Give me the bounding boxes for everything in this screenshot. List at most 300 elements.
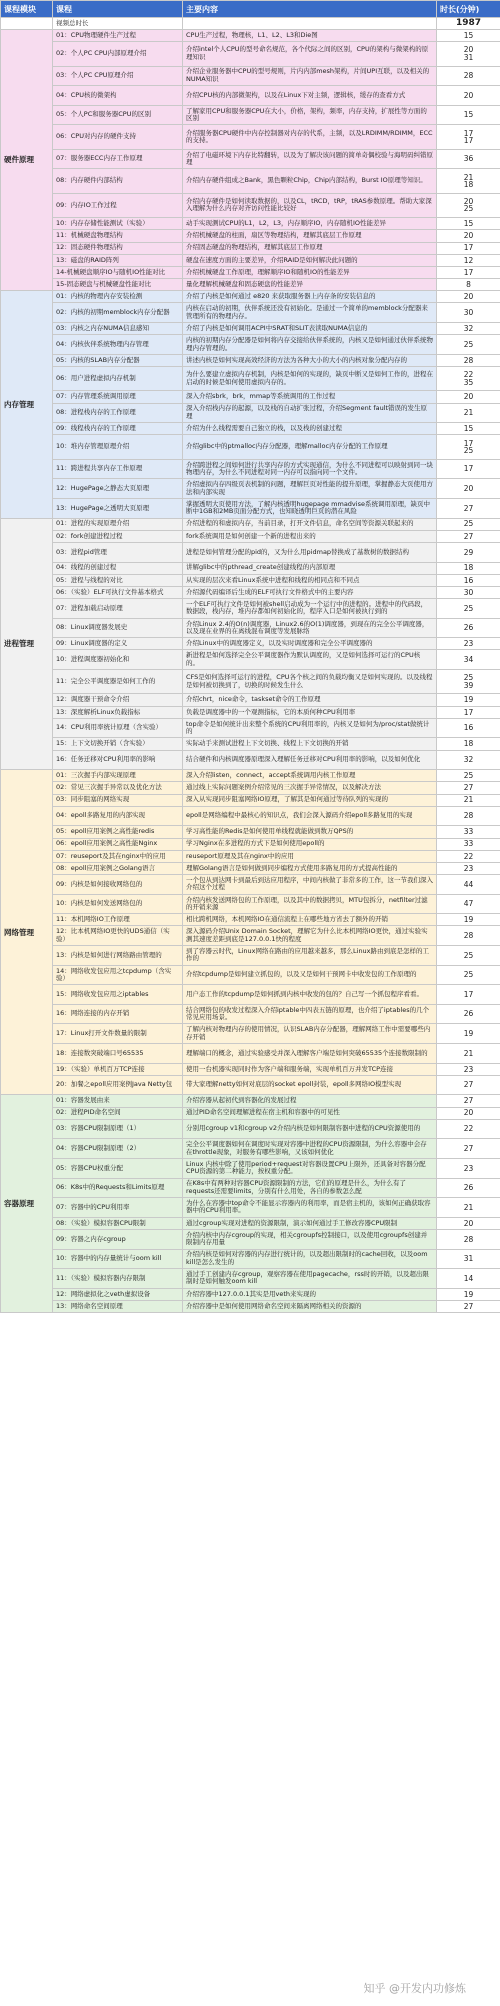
course-content: CPU生产过程，物理核，L1、L2、L3和Die图 [183, 30, 437, 42]
course-name: 06：epoll应用案例之高性能Nginx [53, 838, 183, 850]
course-row [1, 391, 500, 403]
course-content: 介绍tcpdump是如何建立抓包的，以及又是如何干预网卡中收发包的工作原理的 [183, 965, 437, 985]
course-duration: 26 [437, 1004, 500, 1024]
course-row [1, 1229, 500, 1249]
course-name: 07：进程加载启动原理 [53, 599, 183, 619]
course-duration: 17 [437, 242, 500, 254]
course-duration: 15 [437, 30, 500, 42]
module-name: 容器原理 [1, 1095, 53, 1313]
course-content: 为什么要建立虚拟内存机制，内核是如何的实现的，缺页中断又是如何工作的，进程在启动的时候是如何使用虚拟内存的。 [183, 367, 437, 391]
course-duration: 17 [437, 266, 500, 278]
course-duration: 15 [437, 218, 500, 230]
course-row [1, 875, 500, 895]
course-row [1, 542, 500, 562]
course-duration: 32 [437, 750, 500, 770]
course-duration: 25 [437, 770, 500, 782]
course-content: CFS是如何选择可运行的进程，CPU各个核之间的负载均衡又是如何实现的。以及线程是如何被切换到了，切换的时候发生什么 [183, 670, 437, 694]
course-content: 通过手工创建内存cgroup，观察容器在使用pagecache，rss时的开销，以及超出限制时是如何触发oom kill [183, 1269, 437, 1289]
module-name: 网络管理 [1, 770, 53, 1095]
course-row [1, 782, 500, 794]
course-name: 09：容器之内存cgroup [53, 1229, 183, 1249]
course-content: reuseport原理及其在nginx中的应用 [183, 850, 437, 862]
course-name: 03：内核之内存NUMA信息感知 [53, 323, 183, 335]
course-content: 介绍机械硬盘工作原理，理解顺序IO和随机IO的性能差异 [183, 266, 437, 278]
course-row [1, 1300, 500, 1312]
course-name: 11：机械硬盘物理结构 [53, 230, 183, 242]
course-name: 08：Linux调度器发展史 [53, 618, 183, 638]
course-content: 进程是如何管理分配的pid的，又为什么用pidmap替换成了基数树的数据结构 [183, 542, 437, 562]
course-row [1, 254, 500, 266]
course-row [1, 403, 500, 423]
course-duration: 8 [437, 279, 500, 291]
course-row [1, 367, 500, 391]
course-duration-extra: 17 [463, 136, 474, 146]
course-duration: 20 [437, 1107, 500, 1119]
course-content: 介绍Linux 2.4的O(n)调度器，Linux2.6的O(1)调度器，到现在的完全公平调度器，以及现在业界的在离线混布调度等发展脉络 [183, 618, 437, 638]
course-row [1, 926, 500, 946]
course-name: 09：内存IO工作过程 [53, 193, 183, 217]
course-duration: 28 [437, 66, 500, 86]
course-name: 01：内核的物理内存安装检测 [53, 291, 183, 303]
course-row [1, 946, 500, 966]
course-content: 介绍进程的和虚拟内存，当前目录，打开文件信息，命名空间等资源关联起来的 [183, 518, 437, 530]
course-duration: 21 18 [437, 169, 500, 193]
course-duration: 17 25 [437, 435, 500, 459]
course-duration: 20 [437, 230, 500, 242]
course-name: 06：K8s中的Requests和Limits原理 [53, 1178, 183, 1198]
course-duration: 27 [437, 1139, 500, 1159]
course-name: 05：内核的SLAB内存分配器 [53, 354, 183, 366]
course-duration: 20 [437, 391, 500, 403]
course-name: 04：epoll多路复用的内部实现 [53, 806, 183, 826]
course-duration: 29 [437, 542, 500, 562]
course-content: 介绍chrt，nice命令，taskset命令的工作原理 [183, 694, 437, 706]
course-duration: 20 [437, 291, 500, 303]
course-content: top命令是如何统计出来整个系统的CPU利用率的，内核又是如何为/proc/stat做统计的 [183, 718, 437, 738]
total-label: 视频总时长 [53, 18, 183, 30]
course-name: 07：服务器ECC内存工作原理 [53, 149, 183, 169]
course-content: 在K8s中有两种对容器CPU资源限制的方法，它们的原理是什么，为什么有了requests还需要limits，分别有什么用处，各自的参数怎么配 [183, 1178, 437, 1198]
course-name: 09：线程栈内存的工作原理 [53, 423, 183, 435]
course-content: 一个包从到达网卡到最后到达应用程序，中间内核做了非常多的工作，这一节我们深入介绍这个过程 [183, 875, 437, 895]
course-duration: 16 [437, 574, 500, 586]
course-duration: 17 [437, 459, 500, 479]
course-row [1, 1075, 500, 1095]
table-body [1, 18, 500, 1313]
course-name: 07：reuseport及其在nginx中的应用 [53, 850, 183, 862]
course-name: 13：磁盘的RAID阵列 [53, 254, 183, 266]
course-content: 使用一台机器实现同时作为客户端和服务端，实现单机百万并发TCP连接 [183, 1063, 437, 1075]
module-name: 进程管理 [1, 518, 53, 770]
course-name: 12：网络虚拟化之veth虚拟设备 [53, 1288, 183, 1300]
course-name: 13：HugePage之透明大页原理 [53, 498, 183, 518]
course-content: 介绍为什么线程需要自己独立的栈，以及栈的创建过程 [183, 423, 437, 435]
course-content: 学习Nginx在多进程的方式下是如何使用epoll的 [183, 838, 437, 850]
course-name: 11：完全公平调度器是如何工作的 [53, 670, 183, 694]
course-name: 03：同步阻塞的网络实现 [53, 794, 183, 806]
course-row [1, 86, 500, 106]
course-name: 02：个人PC CPU内部原理介绍 [53, 42, 183, 66]
course-content: 理解端口的概念，通过实验感受并深入理解客户端是如何突破65535个连接数限制的 [183, 1044, 437, 1064]
course-content: 一个ELF可执行文件是如何被shell启动成为一个运行中的进程的。进程中的代码段，数据段，栈内存，堆内存都如何初始化的，程序入口是如何被执行到的 [183, 599, 437, 619]
course-name: 12：调度器干预命令介绍 [53, 694, 183, 706]
course-content: 用户态工作的tcpdump是如何抓到内核中收发的包的？自己写一个抓包程序看看。 [183, 985, 437, 1005]
course-content: 介绍容器中127.0.0.1其实是用veth来实现的 [183, 1288, 437, 1300]
course-row [1, 105, 500, 125]
course-row [1, 149, 500, 169]
course-row [1, 586, 500, 598]
course-name: 13：内核是如何进行网络路由管理的 [53, 946, 183, 966]
course-name: 12：HugePage之静态大页原理 [53, 479, 183, 499]
course-name: 04：线程的创建过程 [53, 562, 183, 574]
course-name: 15：上下文切换开销（含实验） [53, 738, 183, 750]
course-row [1, 1249, 500, 1269]
course-row [1, 1024, 500, 1044]
course-row [1, 1178, 500, 1198]
course-row [1, 806, 500, 826]
course-row [1, 42, 500, 66]
course-content: epoll是网络编程中最核心的知识点，我们会深入源码介绍epoll多路复用的实现 [183, 806, 437, 826]
course-name: 06：（实验）ELF可执行文件基本格式 [53, 586, 183, 598]
course-content: 深入源码介绍Unix Domain Socket，理解它为什么比本机网络IO更快，通过实验实测其速度差距到底是127.0.0.1快的程度 [183, 926, 437, 946]
course-duration: 12 [437, 254, 500, 266]
course-duration: 28 [437, 806, 500, 826]
course-content: 介绍机械硬盘的柱面，扇区等物理结构，理解其底层工作原理 [183, 230, 437, 242]
course-content: 动手实现测试CPU的L1，L2，L3，内存顺序IO，内存随机IO性能差异 [183, 218, 437, 230]
course-content: 了解家用CPU和服务器CPU在大小，价格，架构，频率，内存支持，扩展性等方面的区别 [183, 105, 437, 125]
course-content: 内核在启动的初期，伙伴系统还没有初始化。是通过一个简单的memblock分配器来管理所有的物理内存。 [183, 303, 437, 323]
course-duration: 19 [437, 1024, 500, 1044]
course-name: 04：内核伙伴系统物理内存管理 [53, 335, 183, 355]
course-content: 介绍intel个人CPU的型号命名规范，各个代际之间的区别，CPU的架构与微架构的原理知识 [183, 42, 437, 66]
course-row [1, 850, 500, 862]
course-content: 介绍固态硬盘的物理结构，理解其底层工作原理 [183, 242, 437, 254]
module-name: 内存管理 [1, 291, 53, 518]
course-duration-extra: 35 [463, 377, 474, 387]
col-header-module: 课程模块 [1, 1, 53, 18]
course-duration: 27 [437, 782, 500, 794]
course-row [1, 230, 500, 242]
course-content: 结合硬件和内核调度器原理深入理解任务迁移对CPU利用率的影响，以及如何优化 [183, 750, 437, 770]
course-name: 12：比本机网络IO更快的UDS通信（实验） [53, 926, 183, 946]
course-row [1, 66, 500, 86]
total-content-cell [183, 18, 437, 30]
course-content: 带大家理解netty如何对底层的socket epoll封装，epoll多网络IO模型实现 [183, 1075, 437, 1095]
course-name: 05：进程与线程的对比 [53, 574, 183, 586]
col-header-duration: 时长(分钟) [437, 1, 500, 18]
course-name: 17：Linux打开文件数量的限制 [53, 1024, 183, 1044]
module-name: 硬件原理 [1, 30, 53, 291]
course-row [1, 279, 500, 291]
course-name: 14：CPU利用率统计原理（含实验） [53, 718, 183, 738]
course-content: 学习高性能的Redis是如何使用单线程就能做到数万QPS的 [183, 826, 437, 838]
course-duration: 14 [437, 1269, 500, 1289]
course-row [1, 169, 500, 193]
course-duration: 27 [437, 498, 500, 518]
course-content: 介绍Linux中的调度器定义，以及实时调度器和完全公平调度器的 [183, 638, 437, 650]
course-content: fork系统调用是如何创建一个新的进程出来的 [183, 530, 437, 542]
course-duration: 22 [437, 850, 500, 862]
course-name: 01：容器发展由来 [53, 1095, 183, 1107]
course-name: 06：CPU对内存的硬件支持 [53, 125, 183, 149]
course-row [1, 303, 500, 323]
course-name: 08：epoll应用案例之Golang语言 [53, 862, 183, 874]
course-row [1, 650, 500, 670]
course-content: 介绍glibc中的ptmalloc内存分配器，理解malloc内存分配的工作原理 [183, 435, 437, 459]
course-duration: 28 [437, 1229, 500, 1249]
course-duration: 25 [437, 518, 500, 530]
course-duration: 20 [437, 479, 500, 499]
course-content: 介绍容器中是如何使用网络命名空间来隔离网络相关的资源的 [183, 1300, 437, 1312]
course-name: 05：个人PC和服务器CPU的区别 [53, 105, 183, 125]
course-duration: 18 [437, 562, 500, 574]
course-duration: 20 25 [437, 193, 500, 217]
course-row [1, 423, 500, 435]
course-duration: 32 [437, 323, 500, 335]
course-row [1, 718, 500, 738]
course-row [1, 826, 500, 838]
course-row [1, 125, 500, 149]
course-name: 01：CPU物理硬件生产过程 [53, 30, 183, 42]
course-row [1, 914, 500, 926]
course-duration: 28 [437, 926, 500, 946]
course-content: 介绍CPU核的内部微架构，以及在Linux下对主频，逻辑核，缓存的查看方式 [183, 86, 437, 106]
course-content: Linux 内核中除了使用period+request对容器设置CPU上限外，还具备对容器分配CPU资源的第二种能力，按权重分配。 [183, 1158, 437, 1178]
course-content: 深入介绍sbrk，brk，mmap等系统调用的工作过程 [183, 391, 437, 403]
course-row [1, 694, 500, 706]
course-duration: 17 17 [437, 125, 500, 149]
course-name: 09：Linux调度器的定义 [53, 638, 183, 650]
course-content: 硬盘在速度方面的主要差异，介绍RAID是如何解决此问题的 [183, 254, 437, 266]
course-duration: 18 [437, 738, 500, 750]
course-duration: 28 [437, 354, 500, 366]
course-name: 11：跨进程共享内存工作原理 [53, 459, 183, 479]
course-content: 量化理解机械硬盘和固态硬盘的性能差异 [183, 279, 437, 291]
course-content: 负载是调度器中的一个观测指标，它的本质何种CPU利用率 [183, 706, 437, 718]
course-content: 介绍内核发送网络包的工作原理，以及其中的数据拷贝，MTU包拆分，netfilter过滤的开销来源 [183, 894, 437, 914]
course-name: 04：容器CPU限制原理（2） [53, 1139, 183, 1159]
course-duration: 25 [437, 599, 500, 619]
course-name: 09：内核是如何接收网络包的 [53, 875, 183, 895]
course-content: 介绍了内核是如何通过 e820 来获取服务器上内存条的安装信息的 [183, 291, 437, 303]
course-row [1, 750, 500, 770]
course-row [1, 738, 500, 750]
course-name: 05：epoll应用案例之高性能redis [53, 826, 183, 838]
course-content: 讲解glibc中的pthread_create创建线程的内部原理 [183, 562, 437, 574]
course-content: 介绍容器从起初代到容器化的发展过程 [183, 1095, 437, 1107]
course-row [1, 291, 500, 303]
course-content: 介绍内存硬件是如何读取数据的，以及CL，tRCD，tRP，tRAS参数原理。帮助大家深入理解为什么内存对齐访问性能比较好 [183, 193, 437, 217]
course-name: 18：连接数突破端口号65535 [53, 1044, 183, 1064]
course-row [1, 894, 500, 914]
course-duration: 33 [437, 826, 500, 838]
course-name: 10：容器中的内存量统计与oom kill [53, 1249, 183, 1269]
course-name: 11：本机网络IO工作原理 [53, 914, 183, 926]
total-module-cell [1, 18, 53, 30]
course-duration: 16 [437, 718, 500, 738]
course-duration: 21 [437, 794, 500, 806]
col-header-course: 课程 [53, 1, 183, 18]
course-content: 实际动手来测试进程上下文切换、线程上下文切换的开销 [183, 738, 437, 750]
course-name: 02：进程PID命名空间 [53, 1107, 183, 1119]
course-content: 深入从实现同步阻塞网络IO原理，了解其是如何通过等待队列的实现的 [183, 794, 437, 806]
course-name: 03：个人PC CPU原理介绍 [53, 66, 183, 86]
course-duration: 25 [437, 946, 500, 966]
course-duration-extra: 25 [463, 204, 474, 214]
table-header-row [1, 1, 500, 18]
course-duration: 33 [437, 838, 500, 850]
course-duration: 26 [437, 618, 500, 638]
course-duration: 19 [437, 914, 500, 926]
course-row [1, 30, 500, 42]
course-row [1, 574, 500, 586]
course-content: 通过cgroup实现对进程的资源限制，演示如何通过手工修改容器CPU限制 [183, 1217, 437, 1229]
course-row [1, 1004, 500, 1024]
course-row [1, 1139, 500, 1159]
course-duration: 47 [437, 894, 500, 914]
course-row [1, 1063, 500, 1075]
course-row [1, 985, 500, 1005]
course-row [1, 1217, 500, 1229]
course-content: 相比跨机网络，本机网络IO在通信流程上在哪些地方省去了额外的开销 [183, 914, 437, 926]
course-name: 08：进程栈内存的工作原理 [53, 403, 183, 423]
course-content: 为什么在容器中top命令不能显示容器内的利用率，而是宿主机的，该如何正确获取容器中的CPU利用率。 [183, 1198, 437, 1218]
course-name: 10：内核是如何发送网络包的 [53, 894, 183, 914]
course-duration: 31 [437, 1249, 500, 1269]
course-duration: 30 [437, 586, 500, 598]
course-duration-extra: 39 [463, 680, 474, 690]
course-content: 新进程是如何选择完全公平调度器作为默认调度的，又是如何选择可运行的CPU核的。 [183, 650, 437, 670]
course-row [1, 1288, 500, 1300]
course-name: 15：网络收发包应用之iptables [53, 985, 183, 1005]
course-row [1, 323, 500, 335]
course-name: 10：进程调度器初始化和 [53, 650, 183, 670]
course-row [1, 1095, 500, 1107]
course-duration: 23 [437, 1063, 500, 1075]
course-row [1, 193, 500, 217]
course-content: 介绍企业服务器中CPU的型号规则，片内内部mesh架构，片间UPI互联，以及相关的NUMA知识 [183, 66, 437, 86]
course-duration: 22 35 [437, 367, 500, 391]
course-content: 通过PID命名空间理解进程在宿主机和容器中的可见性 [183, 1107, 437, 1119]
total-value: 1987 [437, 18, 500, 30]
course-name: 02：fork创建进程过程 [53, 530, 183, 542]
course-duration: 19 [437, 1288, 500, 1300]
course-duration: 25 [437, 965, 500, 985]
course-content: 介绍虚拟内存四级页表机制的问题，理解巨页对性能的提升原理，掌握静态大页使用方法和内部实现 [183, 479, 437, 499]
course-name: 06：用户进程虚拟内存机制 [53, 367, 183, 391]
course-row [1, 1198, 500, 1218]
course-name: 14：网络收发包应用之tcpdump（含实验） [53, 965, 183, 985]
course-row [1, 770, 500, 782]
zhihu-watermark: 知乎 @开发内功修炼 [363, 1982, 466, 1995]
course-duration: 25 [437, 335, 500, 355]
course-content: 介绍内核是如何对容器的内存进行统计的，以及超出限制时的cache回收，以及oom kill是怎么发生的 [183, 1249, 437, 1269]
course-name: 11：（实验）模拟容器内存限制 [53, 1269, 183, 1289]
course-row [1, 1044, 500, 1064]
course-row [1, 435, 500, 459]
course-content: 讲述内核是如何实现高效经济的方法为各种大小的大小的内核对象分配内存的 [183, 354, 437, 366]
course-duration: 20 [437, 1217, 500, 1229]
total-row [1, 18, 500, 30]
course-name: 10：内存存储性能测试（实验） [53, 218, 183, 230]
course-name: 05：容器CPU权重分配 [53, 1158, 183, 1178]
course-duration: 17 [437, 706, 500, 718]
course-duration: 25 39 [437, 670, 500, 694]
course-row [1, 335, 500, 355]
course-row [1, 618, 500, 638]
course-content: 介绍源代码编译后生成的ELF可执行文件格式中的主要内容 [183, 586, 437, 598]
course-name: 02：常见三次握手异常以及优化方法 [53, 782, 183, 794]
course-row [1, 479, 500, 499]
course-row [1, 242, 500, 254]
course-name: 03：容器CPU限制原理（1） [53, 1119, 183, 1139]
course-row [1, 965, 500, 985]
course-row [1, 1269, 500, 1289]
course-duration: 21 [437, 403, 500, 423]
course-duration: 17 [437, 985, 500, 1005]
course-duration: 19 [437, 694, 500, 706]
course-name: 12：固态硬件物理结构 [53, 242, 183, 254]
course-name: 16：网络连接的内存开销 [53, 1004, 183, 1024]
course-content: 从实现的层次来看Linux系统中进程和线程的相同点和不同点 [183, 574, 437, 586]
course-row [1, 354, 500, 366]
course-name: 19：（实验）单机百万TCP连接 [53, 1063, 183, 1075]
course-name: 02：内核的初期memblock内存分配器 [53, 303, 183, 323]
course-row [1, 862, 500, 874]
course-content: 了解内核对物理内存的使用情况，认识SLAB内存分配器，理解网络工作中需要哪些内存开销 [183, 1024, 437, 1044]
course-content: 结合网络包的收发过程深入介绍iptable中四表五链的原理，也介绍了iptables的几个常见应用场景。 [183, 1004, 437, 1024]
course-duration: 23 [437, 638, 500, 650]
course-row [1, 518, 500, 530]
course-name: 10：堆内存管理原理介绍 [53, 435, 183, 459]
course-row [1, 498, 500, 518]
course-name: 16：任务迁移对CPU利用率的影响 [53, 750, 183, 770]
course-name: 07：容器中的CPU利用率 [53, 1198, 183, 1218]
course-row [1, 218, 500, 230]
course-row [1, 638, 500, 650]
course-content: 到了容器云时代，Linux网络在路由的应用越来越多，那么Linux路由到底是怎样的工作的 [183, 946, 437, 966]
course-content: 介绍服务器CPU硬件中内存控制器对内存的代系，主频，以及LRDIMM/RDIMM，ECC的支持。 [183, 125, 437, 149]
course-row [1, 266, 500, 278]
course-name: 14-机械硬盘顺序IO与随机IO性能对比 [53, 266, 183, 278]
course-duration: 36 [437, 149, 500, 169]
course-name: 04：CPU核的微架构 [53, 86, 183, 106]
course-duration: 34 [437, 650, 500, 670]
course-row [1, 794, 500, 806]
course-row [1, 1119, 500, 1139]
course-name: 01：进程的实现原理介绍 [53, 518, 183, 530]
course-name: 03：进程pid管理 [53, 542, 183, 562]
course-duration: 20 31 [437, 42, 500, 66]
course-duration-extra: 25 [463, 446, 474, 456]
course-row [1, 459, 500, 479]
course-content: 理解Golang语言是如何做到同步编程方式使用多路复用的方式提高性能的 [183, 862, 437, 874]
course-duration: 22 [437, 1119, 500, 1139]
course-content: 介绍了电磁环境下内存比特翻转，以及为了解决该问题的简单奇偶校验与海明码纠错原理 [183, 149, 437, 169]
course-name: 08：（实验）模拟容器CPU限制 [53, 1217, 183, 1229]
course-content: 介绍内存硬件组成之Bank，黑色颗粒Chip，Chip内部结构，Burst IO原理等知识。 [183, 169, 437, 193]
course-content: 内核的初期内存分配器是如何将内存交接给伙伴系统的，内核又是如何通过伙伴系统物理内存管理的。 [183, 335, 437, 355]
course-duration: 23 [437, 1158, 500, 1178]
course-duration: 26 [437, 1178, 500, 1198]
course-content: 完全公平调度器如何在调度时实现对容器中进程的CPU资源限制，为什么容器中会存在throttle现象，对服务有哪些影响，又该如何优化 [183, 1139, 437, 1159]
course-content: 深入介绍listen，connect，accept系统调用内核工作原理 [183, 770, 437, 782]
course-duration: 21 [437, 1044, 500, 1064]
course-name: 20：加餐之epoll应用案例Java Netty包 [53, 1075, 183, 1095]
course-row [1, 562, 500, 574]
course-duration-extra: 31 [463, 52, 474, 62]
course-duration-extra: 18 [463, 180, 474, 190]
